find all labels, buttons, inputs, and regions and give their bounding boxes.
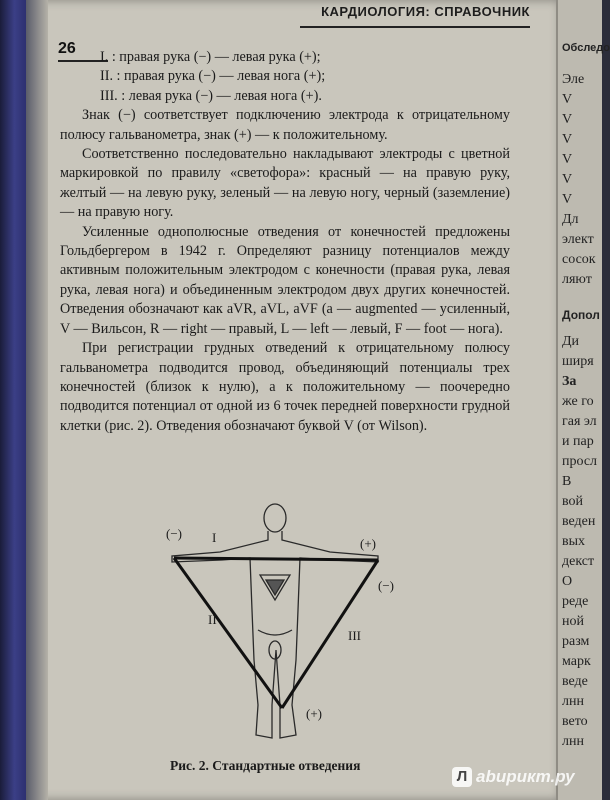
next-page-line: марк	[562, 654, 591, 669]
next-page-line: V	[562, 132, 573, 147]
next-page-line: ляют	[562, 272, 592, 287]
next-page-line: ширя	[562, 354, 594, 369]
figure-caption: Рис. 2. Стандартные отведения	[170, 758, 361, 773]
next-page-line: декст	[562, 554, 595, 569]
next-page-line: разм	[562, 634, 590, 649]
next-page-line: V	[562, 92, 573, 107]
label-minus-top-left: (−)	[166, 526, 182, 541]
human-figure	[172, 504, 378, 738]
next-page-line: вой	[562, 494, 584, 509]
next-page-line: лнн	[562, 734, 584, 749]
next-page-line: ной	[562, 614, 584, 629]
label-plus-top-right: (+)	[360, 536, 376, 551]
next-page-edge	[556, 0, 610, 800]
einthoven-figure	[160, 500, 420, 750]
lead-line-1: I. : правая рука (−) — левая рука (+);	[100, 49, 321, 65]
next-page-line: Допол	[562, 308, 600, 322]
next-page-line: лнн	[562, 694, 584, 709]
site-watermark	[452, 762, 600, 792]
paragraph-1: Знак (−) соответствует подключению электрода к отрицательному полюсу гальванометра, знак (+) — к положительному.	[60, 107, 510, 143]
body-text	[60, 42, 510, 436]
label-lead-iii: III	[348, 628, 361, 643]
next-page-line: О	[562, 574, 573, 589]
running-head: КАРДИОЛОГИЯ: СПРАВОЧНИК	[300, 4, 530, 28]
next-page-line: Ди	[562, 334, 580, 349]
next-page-line: веден	[562, 514, 596, 529]
book-spine	[0, 0, 26, 800]
paragraph-2: Соответственно последовательно накладывают электроды с цветной маркировкой по правилу «светофора»: красный — на правую руку, желтый — на левую руку, зеленый — на левую ногу, черный (заземление) — на правую ногу.	[60, 146, 510, 221]
label-lead-ii: II	[208, 612, 217, 627]
next-page-line: вето	[562, 714, 588, 729]
next-page-line: В	[562, 474, 572, 489]
next-page-line: реде	[562, 594, 589, 609]
paragraph-3: Усиленные однополюсные отведения от конечностей предложены Гольдбергером в 1942 г. Определяют разницу потенциалов между активным положительным электродом с конечности (правая рука, левая рука, левая нога) и объединенным электродом двух других конечностей. Отведения обозначают как aVR, aVL, aVF (a — augmented — усиленный, V — Вильсон, R — right — правый, L — left — левый, F — foot — нога).	[60, 223, 510, 337]
lead-line-2: II. : правая рука (−) — левая нога (+);	[100, 68, 326, 85]
next-page-line: элект	[562, 232, 594, 247]
label-lead-i: I	[212, 530, 217, 545]
next-page-line: веде	[562, 674, 588, 689]
next-page-line: За	[562, 374, 577, 389]
next-page-line: сосок	[562, 252, 596, 267]
label-minus-right: (−)	[378, 578, 394, 593]
lead-line-3: III. : левая рука (−) — левая нога (+).	[100, 87, 322, 104]
watermark-logo-icon: Л	[452, 767, 472, 787]
label-plus-bottom: (+)	[306, 706, 322, 721]
next-page-line: вых	[562, 534, 586, 549]
paragraph-4: При регистрации грудных отведений к отрицательному полюсу гальванометра подводится провод, объединяющий потенциалы трех конечностей (близок к нулю), а к положительному — поочередно подводится потенциал от одной из 6 точек передней поверхности грудной клетки (рис. 2). Отведения обозначают буквой V (от Wilson).	[60, 340, 510, 434]
page-number: 26	[58, 40, 76, 57]
next-page-line: V	[562, 192, 573, 207]
watermark-text: abирикт.ру	[476, 767, 575, 786]
body-diagram-svg	[160, 500, 420, 750]
next-page-line: просл	[562, 454, 598, 469]
next-page-line: Дл	[562, 212, 579, 227]
next-page-line: V	[562, 152, 573, 167]
next-page-line: Эле	[562, 72, 585, 87]
next-page-line: гая эл	[562, 414, 597, 429]
next-page-line: Обследо	[562, 42, 610, 54]
next-page-line: V	[562, 112, 573, 127]
next-page-line: же го	[562, 394, 594, 409]
next-page-line: и пар	[562, 434, 594, 449]
next-page-line: V	[562, 172, 573, 187]
